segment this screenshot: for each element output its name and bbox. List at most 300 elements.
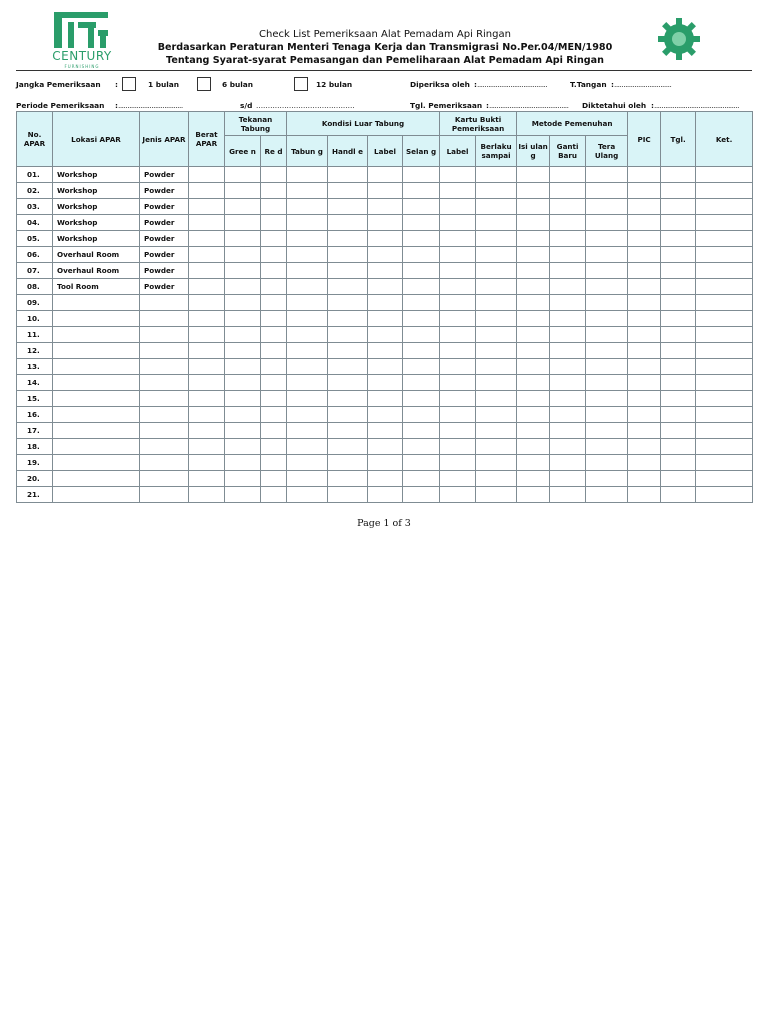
cell-tera-ulang[interactable] [586, 423, 628, 439]
cell-label[interactable] [368, 231, 403, 247]
cell-red[interactable] [261, 487, 287, 503]
cell-isi-ulang[interactable] [517, 215, 550, 231]
cell-tera-ulang[interactable] [586, 183, 628, 199]
cell-ket[interactable] [696, 471, 753, 487]
cell-kartu-label[interactable] [440, 343, 476, 359]
cell-lokasi[interactable]: Workshop [53, 231, 140, 247]
cell-pic[interactable] [628, 343, 661, 359]
cell-isi-ulang[interactable] [517, 343, 550, 359]
cell-berlaku[interactable] [476, 183, 517, 199]
cell-lokasi[interactable]: Workshop [53, 183, 140, 199]
cell-tabung[interactable] [287, 471, 328, 487]
cell-tgl[interactable] [661, 183, 696, 199]
cell-green[interactable] [225, 487, 261, 503]
cell-tera-ulang[interactable] [586, 327, 628, 343]
cell-green[interactable] [225, 263, 261, 279]
cell-label[interactable] [368, 423, 403, 439]
cell-pic[interactable] [628, 311, 661, 327]
cell-ket[interactable] [696, 487, 753, 503]
cell-red[interactable] [261, 375, 287, 391]
cell-ket[interactable] [696, 263, 753, 279]
cell-pic[interactable] [628, 375, 661, 391]
cell-isi-ulang[interactable] [517, 279, 550, 295]
cell-kartu-label[interactable] [440, 359, 476, 375]
cell-label[interactable] [368, 471, 403, 487]
cell-kartu-label[interactable] [440, 279, 476, 295]
cell-pic[interactable] [628, 199, 661, 215]
cell-tabung[interactable] [287, 295, 328, 311]
cell-red[interactable] [261, 327, 287, 343]
cell-tabung[interactable] [287, 263, 328, 279]
cell-tera-ulang[interactable] [586, 215, 628, 231]
cell-tabung[interactable] [287, 183, 328, 199]
cell-selang[interactable] [403, 311, 440, 327]
cell-no[interactable]: 10. [17, 311, 53, 327]
cell-ket[interactable] [696, 407, 753, 423]
cell-selang[interactable] [403, 407, 440, 423]
cell-ket[interactable] [696, 359, 753, 375]
cell-no[interactable]: 21. [17, 487, 53, 503]
cell-lokasi[interactable]: Workshop [53, 199, 140, 215]
cell-pic[interactable] [628, 407, 661, 423]
cell-jenis[interactable] [140, 439, 189, 455]
periode-end-fill[interactable]: .......................................... [256, 101, 355, 110]
cell-ganti-baru[interactable] [550, 407, 586, 423]
cell-selang[interactable] [403, 455, 440, 471]
cell-tera-ulang[interactable] [586, 471, 628, 487]
cell-tabung[interactable] [287, 311, 328, 327]
cell-jenis[interactable]: Powder [140, 247, 189, 263]
cell-isi-ulang[interactable] [517, 455, 550, 471]
cell-ganti-baru[interactable] [550, 439, 586, 455]
cell-ganti-baru[interactable] [550, 375, 586, 391]
cell-isi-ulang[interactable] [517, 231, 550, 247]
cell-ganti-baru[interactable] [550, 199, 586, 215]
cell-pic[interactable] [628, 231, 661, 247]
cell-pic[interactable] [628, 471, 661, 487]
cell-tgl[interactable] [661, 215, 696, 231]
cell-berlaku[interactable] [476, 471, 517, 487]
cell-ganti-baru[interactable] [550, 183, 586, 199]
cell-berlaku[interactable] [476, 311, 517, 327]
checkbox-6-bulan[interactable] [197, 77, 211, 91]
cell-green[interactable] [225, 455, 261, 471]
cell-handle[interactable] [328, 327, 368, 343]
cell-tabung[interactable] [287, 215, 328, 231]
cell-tera-ulang[interactable] [586, 375, 628, 391]
cell-handle[interactable] [328, 167, 368, 183]
cell-tabung[interactable] [287, 231, 328, 247]
cell-label[interactable] [368, 247, 403, 263]
cell-label[interactable] [368, 487, 403, 503]
cell-isi-ulang[interactable] [517, 295, 550, 311]
cell-tabung[interactable] [287, 391, 328, 407]
cell-kartu-label[interactable] [440, 199, 476, 215]
cell-handle[interactable] [328, 263, 368, 279]
cell-tabung[interactable] [287, 167, 328, 183]
cell-tgl[interactable] [661, 375, 696, 391]
cell-green[interactable] [225, 471, 261, 487]
cell-isi-ulang[interactable] [517, 167, 550, 183]
cell-berlaku[interactable] [476, 295, 517, 311]
cell-label[interactable] [368, 327, 403, 343]
cell-tgl[interactable] [661, 263, 696, 279]
cell-tabung[interactable] [287, 407, 328, 423]
cell-tgl[interactable] [661, 327, 696, 343]
cell-green[interactable] [225, 407, 261, 423]
cell-berat[interactable] [189, 375, 225, 391]
cell-pic[interactable] [628, 247, 661, 263]
cell-green[interactable] [225, 343, 261, 359]
cell-ket[interactable] [696, 199, 753, 215]
cell-berat[interactable] [189, 487, 225, 503]
cell-red[interactable] [261, 343, 287, 359]
cell-berlaku[interactable] [476, 407, 517, 423]
cell-jenis[interactable]: Powder [140, 279, 189, 295]
cell-label[interactable] [368, 391, 403, 407]
cell-lokasi[interactable]: Workshop [53, 215, 140, 231]
cell-selang[interactable] [403, 295, 440, 311]
cell-selang[interactable] [403, 199, 440, 215]
cell-ket[interactable] [696, 439, 753, 455]
cell-jenis[interactable] [140, 375, 189, 391]
cell-handle[interactable] [328, 487, 368, 503]
cell-selang[interactable] [403, 391, 440, 407]
tgl-fill[interactable]: ........................................... [488, 101, 569, 110]
cell-tgl[interactable] [661, 471, 696, 487]
cell-ganti-baru[interactable] [550, 487, 586, 503]
cell-ganti-baru[interactable] [550, 471, 586, 487]
cell-kartu-label[interactable] [440, 311, 476, 327]
cell-ket[interactable] [696, 231, 753, 247]
cell-berat[interactable] [189, 279, 225, 295]
cell-pic[interactable] [628, 263, 661, 279]
cell-lokasi[interactable] [53, 311, 140, 327]
cell-no[interactable]: 14. [17, 375, 53, 391]
cell-no[interactable]: 01. [17, 167, 53, 183]
cell-berat[interactable] [189, 183, 225, 199]
cell-lokasi[interactable] [53, 327, 140, 343]
cell-selang[interactable] [403, 439, 440, 455]
cell-no[interactable]: 13. [17, 359, 53, 375]
cell-jenis[interactable] [140, 471, 189, 487]
cell-no[interactable]: 06. [17, 247, 53, 263]
cell-tabung[interactable] [287, 199, 328, 215]
cell-isi-ulang[interactable] [517, 247, 550, 263]
cell-isi-ulang[interactable] [517, 263, 550, 279]
cell-berlaku[interactable] [476, 439, 517, 455]
cell-berlaku[interactable] [476, 247, 517, 263]
cell-pic[interactable] [628, 327, 661, 343]
cell-tabung[interactable] [287, 455, 328, 471]
cell-label[interactable] [368, 199, 403, 215]
cell-ganti-baru[interactable] [550, 263, 586, 279]
cell-tera-ulang[interactable] [586, 391, 628, 407]
cell-handle[interactable] [328, 423, 368, 439]
cell-ganti-baru[interactable] [550, 343, 586, 359]
cell-green[interactable] [225, 439, 261, 455]
cell-isi-ulang[interactable] [517, 327, 550, 343]
cell-no[interactable]: 19. [17, 455, 53, 471]
cell-handle[interactable] [328, 279, 368, 295]
cell-lokasi[interactable] [53, 375, 140, 391]
cell-label[interactable] [368, 455, 403, 471]
cell-tera-ulang[interactable] [586, 263, 628, 279]
cell-red[interactable] [261, 455, 287, 471]
cell-kartu-label[interactable] [440, 247, 476, 263]
cell-lokasi[interactable] [53, 455, 140, 471]
cell-berat[interactable] [189, 247, 225, 263]
cell-isi-ulang[interactable] [517, 311, 550, 327]
cell-tera-ulang[interactable] [586, 487, 628, 503]
cell-ket[interactable] [696, 391, 753, 407]
cell-pic[interactable] [628, 423, 661, 439]
cell-selang[interactable] [403, 167, 440, 183]
cell-green[interactable] [225, 391, 261, 407]
cell-tgl[interactable] [661, 487, 696, 503]
cell-tgl[interactable] [661, 439, 696, 455]
cell-selang[interactable] [403, 471, 440, 487]
cell-label[interactable] [368, 167, 403, 183]
cell-ganti-baru[interactable] [550, 455, 586, 471]
cell-isi-ulang[interactable] [517, 423, 550, 439]
cell-jenis[interactable]: Powder [140, 199, 189, 215]
cell-ganti-baru[interactable] [550, 231, 586, 247]
cell-no[interactable]: 02. [17, 183, 53, 199]
cell-lokasi[interactable] [53, 343, 140, 359]
cell-jenis[interactable]: Powder [140, 231, 189, 247]
cell-tgl[interactable] [661, 279, 696, 295]
cell-kartu-label[interactable] [440, 439, 476, 455]
cell-selang[interactable] [403, 359, 440, 375]
cell-kartu-label[interactable] [440, 423, 476, 439]
cell-berat[interactable] [189, 359, 225, 375]
cell-tabung[interactable] [287, 343, 328, 359]
cell-ganti-baru[interactable] [550, 423, 586, 439]
cell-ket[interactable] [696, 183, 753, 199]
cell-berlaku[interactable] [476, 327, 517, 343]
cell-jenis[interactable] [140, 423, 189, 439]
cell-ganti-baru[interactable] [550, 327, 586, 343]
cell-handle[interactable] [328, 455, 368, 471]
cell-tgl[interactable] [661, 167, 696, 183]
cell-green[interactable] [225, 311, 261, 327]
cell-ket[interactable] [696, 327, 753, 343]
cell-green[interactable] [225, 375, 261, 391]
cell-kartu-label[interactable] [440, 183, 476, 199]
cell-tera-ulang[interactable] [586, 359, 628, 375]
cell-ganti-baru[interactable] [550, 295, 586, 311]
cell-lokasi[interactable]: Workshop [53, 167, 140, 183]
cell-tera-ulang[interactable] [586, 279, 628, 295]
cell-kartu-label[interactable] [440, 407, 476, 423]
cell-red[interactable] [261, 295, 287, 311]
cell-tgl[interactable] [661, 343, 696, 359]
cell-tera-ulang[interactable] [586, 231, 628, 247]
cell-kartu-label[interactable] [440, 167, 476, 183]
cell-tgl[interactable] [661, 391, 696, 407]
cell-kartu-label[interactable] [440, 295, 476, 311]
cell-red[interactable] [261, 167, 287, 183]
cell-lokasi[interactable] [53, 359, 140, 375]
cell-handle[interactable] [328, 295, 368, 311]
cell-label[interactable] [368, 279, 403, 295]
cell-pic[interactable] [628, 391, 661, 407]
cell-no[interactable]: 05. [17, 231, 53, 247]
cell-red[interactable] [261, 439, 287, 455]
cell-green[interactable] [225, 215, 261, 231]
cell-red[interactable] [261, 471, 287, 487]
cell-ganti-baru[interactable] [550, 167, 586, 183]
cell-green[interactable] [225, 199, 261, 215]
cell-tgl[interactable] [661, 423, 696, 439]
cell-green[interactable] [225, 231, 261, 247]
cell-lokasi[interactable] [53, 487, 140, 503]
diperiksa-fill[interactable]: ...................................... [476, 80, 548, 89]
cell-berat[interactable] [189, 199, 225, 215]
cell-red[interactable] [261, 423, 287, 439]
cell-no[interactable]: 16. [17, 407, 53, 423]
cell-label[interactable] [368, 375, 403, 391]
cell-berat[interactable] [189, 391, 225, 407]
cell-no[interactable]: 09. [17, 295, 53, 311]
cell-green[interactable] [225, 167, 261, 183]
cell-berat[interactable] [189, 167, 225, 183]
cell-handle[interactable] [328, 391, 368, 407]
cell-ket[interactable] [696, 375, 753, 391]
cell-no[interactable]: 12. [17, 343, 53, 359]
cell-tabung[interactable] [287, 487, 328, 503]
cell-green[interactable] [225, 423, 261, 439]
cell-tabung[interactable] [287, 439, 328, 455]
cell-tera-ulang[interactable] [586, 343, 628, 359]
cell-handle[interactable] [328, 183, 368, 199]
cell-berlaku[interactable] [476, 215, 517, 231]
cell-tera-ulang[interactable] [586, 455, 628, 471]
cell-label[interactable] [368, 439, 403, 455]
cell-handle[interactable] [328, 215, 368, 231]
cell-no[interactable]: 04. [17, 215, 53, 231]
cell-isi-ulang[interactable] [517, 439, 550, 455]
cell-tabung[interactable] [287, 375, 328, 391]
cell-isi-ulang[interactable] [517, 183, 550, 199]
cell-jenis[interactable] [140, 311, 189, 327]
cell-ket[interactable] [696, 343, 753, 359]
cell-ganti-baru[interactable] [550, 311, 586, 327]
cell-kartu-label[interactable] [440, 327, 476, 343]
cell-label[interactable] [368, 343, 403, 359]
cell-handle[interactable] [328, 343, 368, 359]
cell-berat[interactable] [189, 327, 225, 343]
cell-handle[interactable] [328, 359, 368, 375]
cell-label[interactable] [368, 183, 403, 199]
cell-selang[interactable] [403, 375, 440, 391]
cell-no[interactable]: 18. [17, 439, 53, 455]
cell-green[interactable] [225, 247, 261, 263]
cell-lokasi[interactable]: Tool Room [53, 279, 140, 295]
cell-label[interactable] [368, 295, 403, 311]
cell-pic[interactable] [628, 487, 661, 503]
cell-red[interactable] [261, 247, 287, 263]
cell-berlaku[interactable] [476, 343, 517, 359]
checkbox-12-bulan[interactable] [294, 77, 308, 91]
cell-berat[interactable] [189, 423, 225, 439]
cell-ket[interactable] [696, 423, 753, 439]
cell-berat[interactable] [189, 471, 225, 487]
cell-tgl[interactable] [661, 455, 696, 471]
cell-tera-ulang[interactable] [586, 167, 628, 183]
cell-tera-ulang[interactable] [586, 247, 628, 263]
cell-selang[interactable] [403, 247, 440, 263]
cell-berlaku[interactable] [476, 455, 517, 471]
cell-red[interactable] [261, 215, 287, 231]
cell-kartu-label[interactable] [440, 471, 476, 487]
cell-kartu-label[interactable] [440, 487, 476, 503]
cell-tgl[interactable] [661, 407, 696, 423]
cell-pic[interactable] [628, 295, 661, 311]
cell-red[interactable] [261, 359, 287, 375]
cell-label[interactable] [368, 359, 403, 375]
cell-kartu-label[interactable] [440, 215, 476, 231]
cell-kartu-label[interactable] [440, 391, 476, 407]
cell-tabung[interactable] [287, 279, 328, 295]
cell-jenis[interactable] [140, 295, 189, 311]
cell-berat[interactable] [189, 295, 225, 311]
cell-isi-ulang[interactable] [517, 487, 550, 503]
cell-tgl[interactable] [661, 295, 696, 311]
cell-green[interactable] [225, 279, 261, 295]
cell-berat[interactable] [189, 311, 225, 327]
cell-berat[interactable] [189, 263, 225, 279]
cell-red[interactable] [261, 199, 287, 215]
cell-ganti-baru[interactable] [550, 247, 586, 263]
cell-ket[interactable] [696, 311, 753, 327]
cell-berlaku[interactable] [476, 391, 517, 407]
cell-jenis[interactable] [140, 391, 189, 407]
cell-isi-ulang[interactable] [517, 471, 550, 487]
cell-no[interactable]: 11. [17, 327, 53, 343]
cell-pic[interactable] [628, 167, 661, 183]
cell-handle[interactable] [328, 471, 368, 487]
cell-berlaku[interactable] [476, 263, 517, 279]
cell-green[interactable] [225, 327, 261, 343]
cell-ganti-baru[interactable] [550, 279, 586, 295]
cell-no[interactable]: 17. [17, 423, 53, 439]
cell-no[interactable]: 20. [17, 471, 53, 487]
cell-berlaku[interactable] [476, 375, 517, 391]
cell-red[interactable] [261, 263, 287, 279]
cell-ganti-baru[interactable] [550, 215, 586, 231]
cell-ket[interactable] [696, 279, 753, 295]
cell-selang[interactable] [403, 279, 440, 295]
cell-tgl[interactable] [661, 231, 696, 247]
cell-label[interactable] [368, 263, 403, 279]
cell-jenis[interactable]: Powder [140, 215, 189, 231]
cell-tgl[interactable] [661, 311, 696, 327]
cell-jenis[interactable] [140, 343, 189, 359]
cell-jenis[interactable] [140, 359, 189, 375]
cell-label[interactable] [368, 311, 403, 327]
cell-pic[interactable] [628, 215, 661, 231]
cell-selang[interactable] [403, 231, 440, 247]
cell-no[interactable]: 08. [17, 279, 53, 295]
cell-ganti-baru[interactable] [550, 391, 586, 407]
cell-label[interactable] [368, 215, 403, 231]
cell-handle[interactable] [328, 311, 368, 327]
cell-berat[interactable] [189, 455, 225, 471]
cell-tgl[interactable] [661, 359, 696, 375]
cell-isi-ulang[interactable] [517, 375, 550, 391]
